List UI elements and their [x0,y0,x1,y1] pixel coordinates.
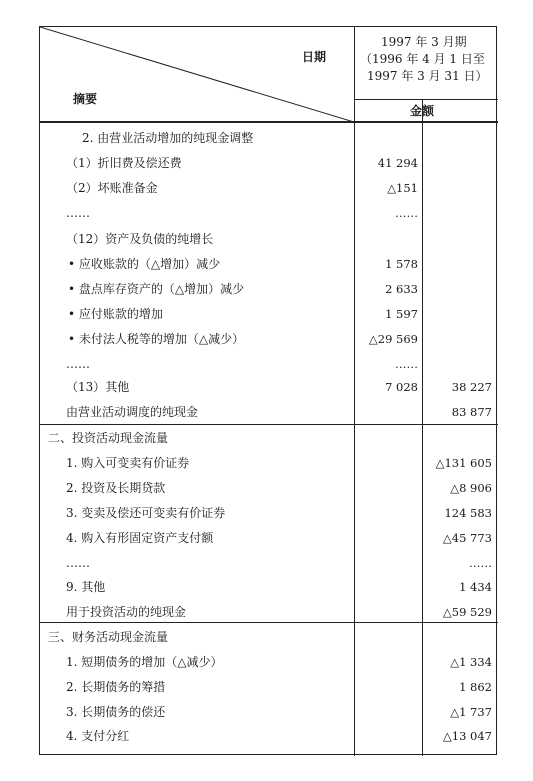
row-label: • 未付法人税等的增加（△减少） [68,332,245,346]
row-label: 3. 长期债务的偿还 [66,705,166,719]
row-value-a: 41 294 [377,156,418,170]
row-label: 4. 购入有形固定资产支付额 [66,531,214,545]
row-label: …… [66,206,90,220]
row-value-a: 2 633 [385,282,418,296]
row-label: …… [66,556,90,570]
header-period-line3: 1997 年 3 月 31 日） [367,69,488,83]
row-label: • 应收账款的（△增加）减少 [68,257,221,271]
row-value-b: …… [469,556,492,570]
row-label: 3. 变卖及偿还可变卖有价证券 [66,506,226,520]
row-label: 用于投资活动的纯现金 [66,605,187,619]
row-value-a: 1 578 [385,257,418,271]
header-summary-label: 摘要 [73,92,98,106]
header-period-line2: （1996 年 4 月 1 日至 [360,52,485,66]
header-amount-label: 金额 [410,104,435,118]
row-label: • 盘点库存资产的（△增加）减少 [68,282,245,296]
row-value-b: △13 047 [442,729,492,743]
cash-flow-table [39,26,497,755]
row-label: （12）资产及负债的纯增长 [66,232,214,246]
row-value-b: 1 862 [459,680,492,694]
row-value-b: △1 737 [450,705,492,719]
header-diagonal-line [40,27,354,122]
row-label: 2. 长期债务的筹措 [66,680,166,694]
row-label: （1）折旧费及偿还费 [66,156,182,170]
row-value-b: 38 227 [451,380,492,394]
header-bottom-border [40,121,498,123]
row-value-a: …… [395,206,418,220]
row-label: 9. 其他 [66,580,106,594]
row-value-a: 7 028 [385,380,418,394]
header-amount-divider [354,99,498,100]
row-label: （2）坏账准备金 [66,181,158,195]
row-label: 1. 购入可变卖有价证券 [66,456,190,470]
row-value-a: …… [395,357,418,371]
row-value-a: △29 569 [368,332,418,346]
row-value-a: △151 [387,181,418,195]
row-label: 2. 由营业活动增加的纯现金调整 [82,131,254,145]
column-divider-main [354,27,355,756]
row-value-b: △1 334 [450,655,492,669]
row-value-b: △131 605 [435,456,492,470]
section-divider-investing [40,424,498,425]
column-divider-amount [422,99,423,756]
row-label: 三、财务活动现金流量 [48,630,169,644]
row-label: 由营业活动调度的纯现金 [66,405,199,419]
row-value-b: △45 773 [442,531,492,545]
row-value-b: △59 529 [442,605,492,619]
row-label: …… [66,357,90,371]
row-value-a: 1 597 [385,307,418,321]
row-label: 1. 短期债务的增加（△减少） [66,655,223,669]
row-label: （13）其他 [66,380,130,394]
row-value-b: 124 583 [444,506,492,520]
header-date-label: 日期 [302,50,327,64]
row-label: • 应付账款的增加 [68,307,163,321]
row-value-b: △8 906 [450,481,492,495]
section-divider-financing [40,622,498,623]
row-label: 4. 支付分红 [66,729,130,743]
row-value-b: 83 877 [451,405,492,419]
header-period-line1: 1997 年 3 月期 [381,35,467,49]
row-label: 2. 投资及长期贷款 [66,481,166,495]
row-label: 二、投资活动现金流量 [48,431,169,445]
row-value-b: 1 434 [459,580,492,594]
